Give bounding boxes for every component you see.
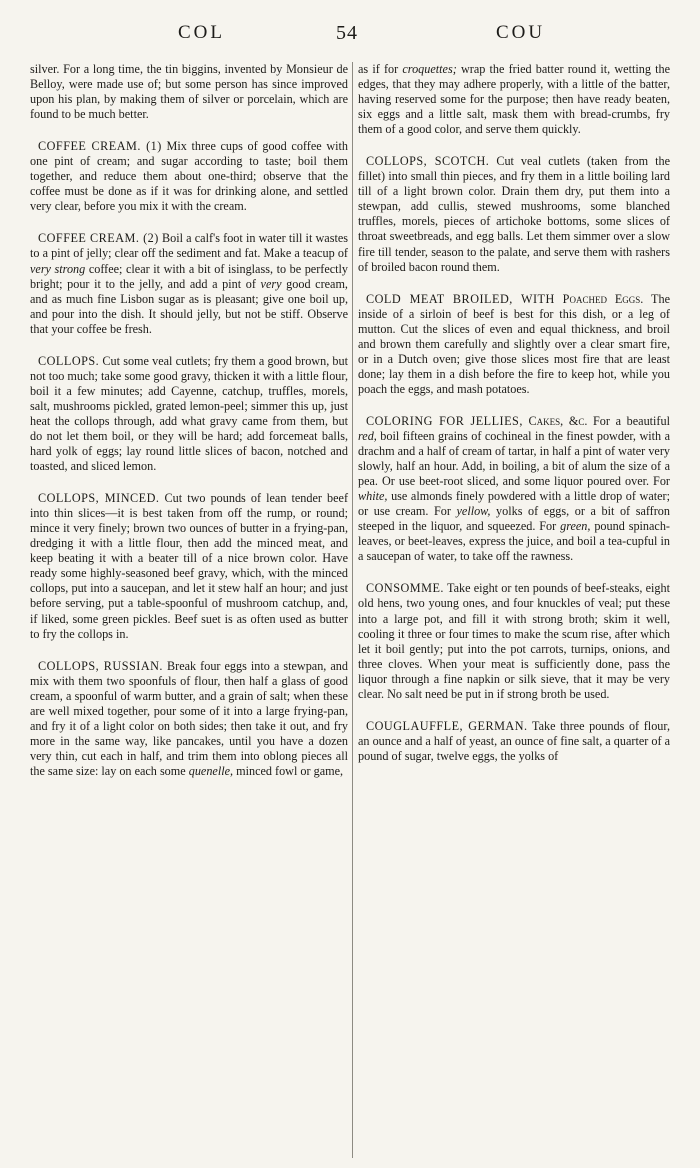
body-text: Mix three cups of good coffee with one pint of cream; and sugar according to taste; boil them together, and reduce them about one-third; observe that the coffee must be done as if it was for drinking alone, and settled very clear, before you mix it with the cream. bbox=[30, 139, 348, 214]
entry-heading: COFFEE CREAM. (2) bbox=[38, 231, 159, 246]
body-text: Cut some veal cutlets; fry them a good brown, but not too much; take some good gravy, thicken it with a little flour, boil it a few minutes; add Cayenne, catchup, truffles, morels, salt, mushrooms pickled, grated lemon-peel; simmer this up, just heat the collops through, add what gravy came from them, but do not let them boil, or they will be hard; add forcemeat balls, hard yolk of eggs; lay round little slices of bacon, notched and toasted, and sliced lemon. bbox=[30, 353, 348, 474]
continued-text bbox=[358, 62, 670, 137]
italic-text: white, bbox=[358, 489, 388, 504]
entry-heading: COLORING FOR JELLIES, bbox=[366, 413, 523, 428]
body-text: yolks of eggs, or a bit of saffron steeped in the liquor, and squeezed. For bbox=[358, 504, 670, 534]
body-text: Take three pounds of flour, an ounce and a half of yeast, an ounce of fine salt, a quarter of a pound of sugar, twelve eggs, the yolks of bbox=[358, 718, 670, 763]
recipe-entry bbox=[30, 659, 348, 779]
body-text: boil fifteen grains of cochineal in the finest powder, with a drachm and a half of cream of tartar, in half a pint of water very slowly, half an hour. Add, in boiling, a bit of alum the size of a pea. Or use beet-root sliced, and some liquor poured over. For bbox=[358, 428, 670, 489]
body-text: minced fowl or game, bbox=[233, 763, 344, 778]
body-text: Take eight or ten pounds of beef-steaks, eight old hens, two young ones, and four knuckles of veal; put these into a large pot, and fill it with strong broth; skim it well, cooling it three or four times to make the scum rise, after which let it boil gently; put into the pot carrots, turnips, onions, and three cloves. When your meat is sufficiently done, pass the liquor through a fine napkin or silk sieve, that it may be very clear. No salt need be put in if strong broth be used. bbox=[358, 581, 670, 701]
body-text: Boil a calf's foot in water till it wastes to a pint of jelly; clear off the sediment and fat. Make a teacup of bbox=[30, 231, 348, 261]
entry-heading: COLLOPS. bbox=[38, 353, 100, 368]
running-head-left: COL bbox=[178, 22, 225, 43]
italic-text: croquettes; bbox=[402, 62, 457, 76]
body-text: Break four eggs into a stewpan, and mix with them two spoonfuls of flour, then half a glass of good cream, a spoonful of warm butter, and a grain of salt; when these are well mixed together, pour some of it into a large frying-pan, and fry it of a light color on both sides; then take it out, and fry more in the same way, like pancakes, until you have a dozen very thin, cut each in half, and trim them into oblong pieces all the same size: lay on each some bbox=[30, 658, 348, 778]
italic-text: green, bbox=[560, 519, 591, 534]
entry-subheading: Cakes, &c. bbox=[522, 413, 588, 428]
italic-text: very bbox=[260, 276, 282, 291]
right-column bbox=[358, 62, 670, 1168]
continued-text bbox=[30, 62, 348, 122]
entry-heading: COLLOPS, SCOTCH. bbox=[366, 154, 490, 169]
running-head bbox=[0, 22, 700, 52]
entry-heading: COFFEE CREAM. (1) bbox=[38, 139, 162, 154]
entry-heading: COLD MEAT BROILED, WITH bbox=[366, 291, 555, 306]
body-text: silver. For a long time, the tin biggins, invented by Monsieur de Belloy, were made use of; but some person has since improved upon his plan, by making them of silver or porcelain, which are found to be much better. bbox=[30, 62, 348, 122]
recipe-entry bbox=[30, 491, 348, 641]
left-column bbox=[30, 62, 348, 1168]
entry-heading: COLLOPS, RUSSIAN. bbox=[38, 658, 163, 673]
body-text: wrap the fried batter round it, wetting the edges, that they may adhere properly, with a little of the batter, having reserved some for the purpose; then have ready beaten, six eggs and a little salt, mask them with bread-crumbs, fry them of a good color, and serve them quickly. bbox=[358, 62, 670, 137]
recipe-entry bbox=[358, 719, 670, 764]
running-head-right: COU bbox=[496, 22, 546, 43]
entry-subheading: Poached Eggs. bbox=[554, 291, 644, 306]
body-text: as if for bbox=[358, 62, 403, 76]
recipe-entry bbox=[30, 354, 348, 474]
recipe-entry bbox=[358, 414, 670, 564]
italic-text: very strong bbox=[30, 261, 86, 276]
italic-text: quenelle, bbox=[188, 763, 234, 778]
page-number: 54 bbox=[336, 22, 358, 44]
entry-heading: CONSOMME. bbox=[366, 581, 444, 596]
body-text: coffee; clear it with a bit of isinglass, to be perfectly bright; pour it to the jelly, and add a pint of bbox=[30, 261, 349, 291]
entry-heading: COLLOPS, MINCED. bbox=[38, 491, 160, 506]
body-text: The inside of a sirloin of beef is best for this dish, or a leg of mutton. Cut the slices of even and equal thickness, and broil and brown them carefully and slightly over a clear smart fire, or in a Dutch oven; give those slices most fire that are least done; lay them in a dish before the fire to keep hot, while you poach the eggs, and mash potatoes. bbox=[358, 291, 670, 396]
column-rule bbox=[352, 62, 353, 1158]
recipe-entry bbox=[30, 139, 348, 214]
italic-text: red, bbox=[358, 428, 377, 443]
recipe-entry bbox=[358, 581, 670, 701]
body-text: pound spinach-leaves, or beet-leaves, express the juice, and boil a tea-cupful in a saucepan of water, to take off the rawness. bbox=[358, 519, 670, 564]
body-text: good cream, and as much fine Lisbon sugar as is pleasant; give one boil up, and pour into the dish. It should jelly, but not be stiff. Observe that your coffee be fresh. bbox=[30, 276, 348, 336]
recipe-entry bbox=[358, 154, 670, 274]
recipe-entry bbox=[358, 292, 670, 397]
recipe-entry bbox=[30, 231, 348, 336]
entry-heading: COUGLAUFFLE, GERMAN. bbox=[366, 718, 528, 733]
body-text: Cut veal cutlets (taken from the fillet) into small thin pieces, and fry them in a little boiling lard till of a light brown color. Drain them dry, put them into a stewpan, add cullis, stewed mushrooms, some blanched truffles, morels, pieces of artichoke bottoms, some slices of throat sweetbreads, and egg balls. Let them simmer over a slow fire till tender, season to the palate, and serve them with rashers of broiled bacon round them. bbox=[358, 154, 670, 274]
italic-text: yellow, bbox=[456, 504, 491, 519]
body-text: Cut two pounds of lean tender beef into thin slices—it is best taken from off the rump, or round; mince it very finely; brown two ounces of butter in a frying-pan, dredging it with a little flour, then add the minced meat, and keep beating it with a beater till of a nice brown color. Have ready some highly-seasoned beef gravy, which, with the minced collops, put into a saucepan, and let it stew half an hour; and just before serving, put a table-spoonful of mushroom catchup, and, if liked, some green pickles. Beef suet is as often used as butter to fry the collops in. bbox=[30, 491, 348, 641]
body-text: For a beautiful bbox=[587, 413, 670, 428]
body-text: use almonds finely powdered with a little drop of water; or use cream. For bbox=[358, 489, 670, 519]
